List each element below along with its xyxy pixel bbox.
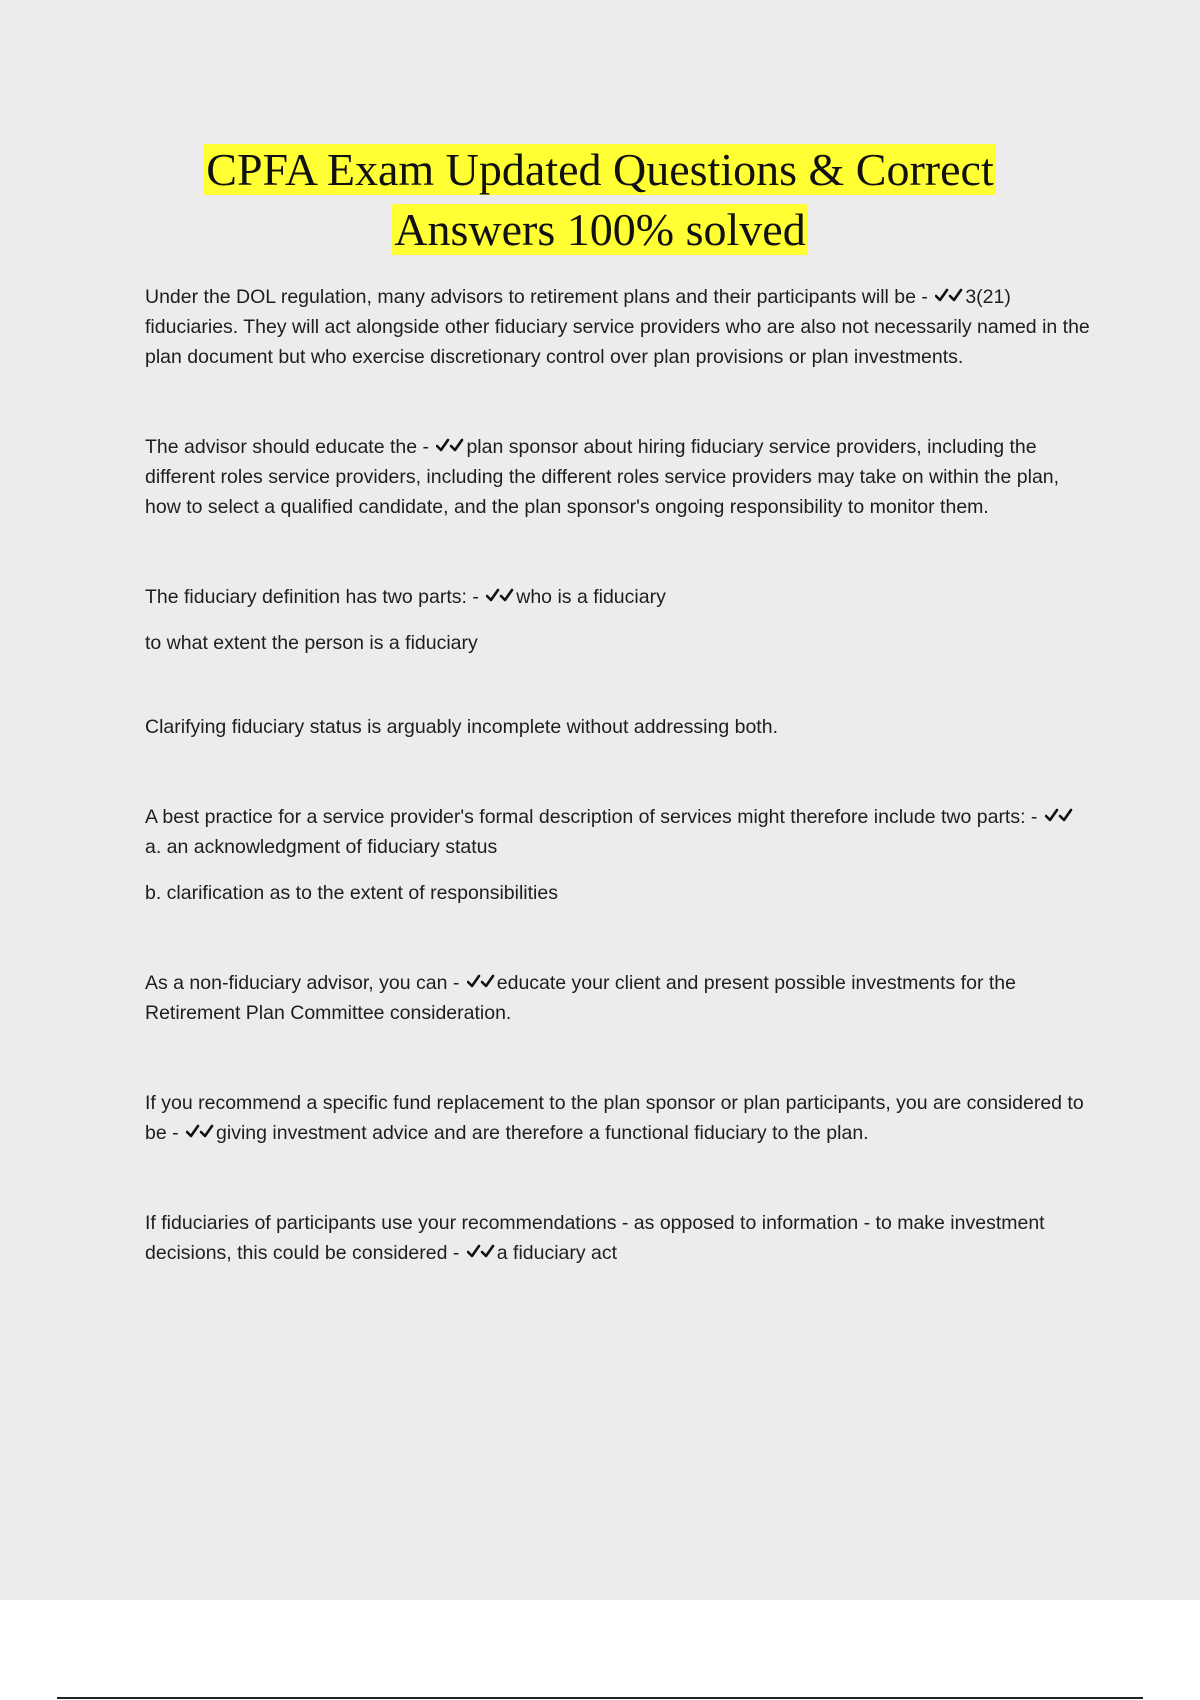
answer-text: who is a fiduciary [516, 586, 666, 608]
double-checkmark-icon [486, 587, 514, 605]
answer-text: a. an acknowledgment of fiduciary status [145, 836, 498, 858]
qa-item [145, 968, 1090, 1028]
qa-item [145, 1088, 1090, 1148]
double-checkmark-icon [436, 437, 464, 455]
answer-text: giving investment advice and are therefore a functional fiduciary to the plan. [216, 1122, 869, 1144]
answer-text: a fiduciary act [496, 1242, 618, 1264]
question-text: If you recommend a specific fund replacement to the plan sponsor or plan participants, you are considered to be - [145, 1092, 1084, 1144]
question-text: The advisor should educate the - [145, 436, 430, 458]
answer-text: educate your client and present possible investments for the Retirement Plan Committee consideration. [145, 972, 1016, 1024]
qa-item [145, 282, 1090, 372]
question-text: A best practice for a service provider's formal description of services might therefore include two parts: - [145, 806, 1038, 828]
answer-text: plan sponsor about hiring fiduciary service providers, including the different roles service providers, including the different roles service providers may take on within the plan, how to select a qualified candidate, and the plan sponsor's ongoing responsibility to monitor them. [145, 436, 1060, 518]
answer-continuation: b. clarification as to the extent of responsibilities [145, 882, 558, 904]
question-text: As a non-fiduciary advisor, you can - [145, 972, 460, 994]
double-checkmark-icon [935, 287, 963, 305]
qa-list [145, 282, 1090, 1328]
qa-item [145, 1208, 1090, 1268]
answer-note: Clarifying fiduciary status is arguably incomplete without addressing both. [145, 716, 778, 738]
question-text: If fiduciaries of participants use your recommendations - as opposed to information - to make investment decisions, this could be considered - [145, 1212, 1045, 1264]
qa-item [145, 802, 1090, 908]
question-text: The fiduciary definition has two parts: - [145, 586, 479, 608]
double-checkmark-icon [1045, 807, 1073, 825]
answer-continuation: to what extent the person is a fiduciary [145, 632, 478, 654]
answer-text: 3(21) fiduciaries. They will act alongside other fiduciary service providers who are also not necessarily named in the plan document but who exercise discretionary control over plan provisions or plan investments. [145, 286, 1090, 368]
page-title [0, 140, 1200, 260]
title-line-2: Answers 100% solved [394, 204, 806, 255]
question-text: Under the DOL regulation, many advisors to retirement plans and their participants will be - [145, 286, 928, 308]
qa-item [145, 582, 1090, 742]
double-checkmark-icon [467, 973, 495, 991]
qa-item [145, 432, 1090, 522]
double-checkmark-icon [186, 1123, 214, 1141]
footer-divider [57, 1697, 1143, 1699]
title-line-1: CPFA Exam Updated Questions & Correct [206, 144, 994, 195]
double-checkmark-icon [467, 1243, 495, 1261]
